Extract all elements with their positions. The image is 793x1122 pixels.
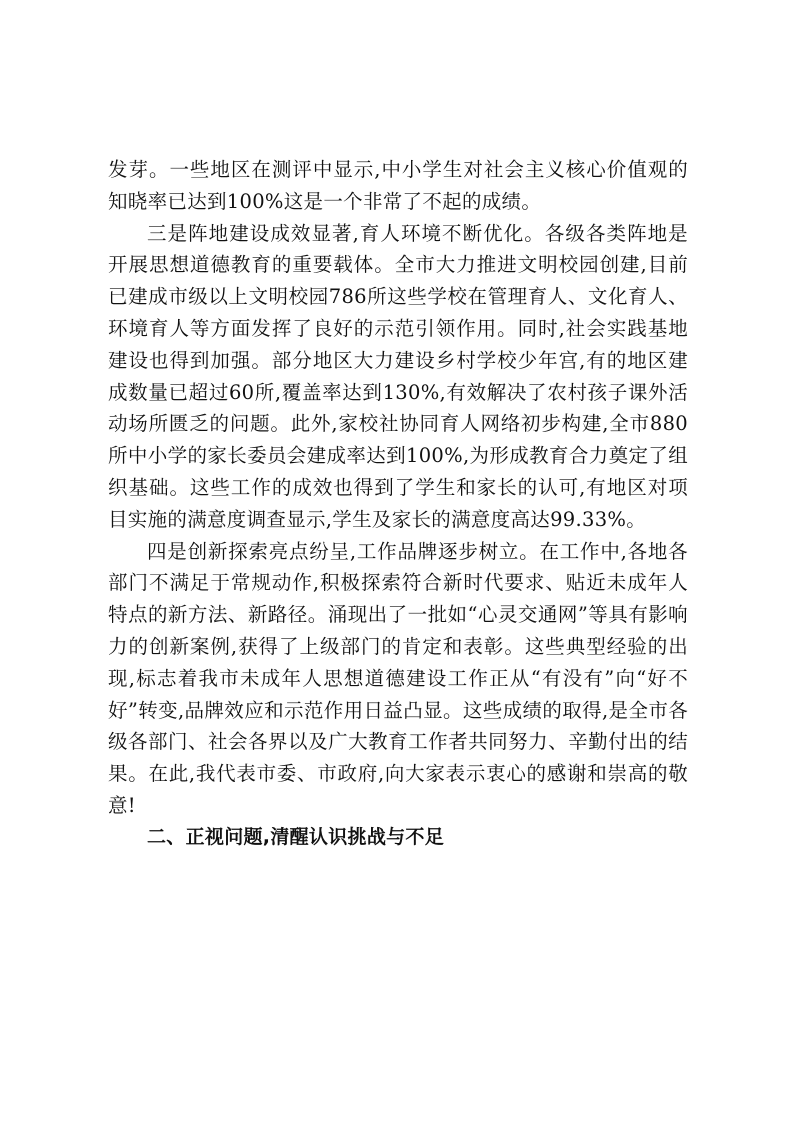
section-heading: 二、正视问题,清醒认识挑战与不足 (147, 825, 445, 848)
document-page (108, 154, 688, 854)
paragraph-point-four: 四是创新探索亮点纷呈,工作品牌逐步树立。在工作中,各地各部门不满足于常规动作,积极探索符合新时代要求、贴近未成年人特点的新方法、新路径。涌现出了一批如“心灵交通网”等具有影响力的创新案例,获得了上级部门的肯定和表彰。这些典型经验的出现,标志着我市未成年人思想道德建设工作正从“有没有”向“好不好”转变,品牌效应和示范作用日益凸显。这些成绩的取得,是全市各级各部门、社会各界以及广大教育工作者共同努力、辛勤付出的结果。在此,我代表市委、市政府,向大家表示衷心的感谢和崇高的敬意! (108, 539, 688, 817)
paragraph-point-three: 三是阵地建设成效显著,育人环境不断优化。各级各类阵地是开展思想道德教育的重要载体。全市大力推进文明校园创建,目前已建成市级以上文明校园786所这些学校在管理育人、文化育人、环境育人等方面发挥了良好的示范引领作用。同时,社会实践基地建设也得到加强。部分地区大力建设乡村学校少年宫,有的地区建成数量已超过60所,覆盖率达到130%,有效解决了农村孩子课外活动场所匮乏的问题。此外,家校社协同育人网络初步构建,全市880所中小学的家长委员会建成率达到100%,为形成教育合力奠定了组织基础。这些工作的成效也得到了学生和家长的认可,有地区对项目实施的满意度调查显示,学生及家长的满意度高达99.33%。 (108, 221, 688, 531)
paragraph-intro-continuation: 发芽。一些地区在测评中显示,中小学生对社会主义核心价值观的知晓率已达到100%这是一个非常了不起的成绩。 (108, 158, 688, 213)
